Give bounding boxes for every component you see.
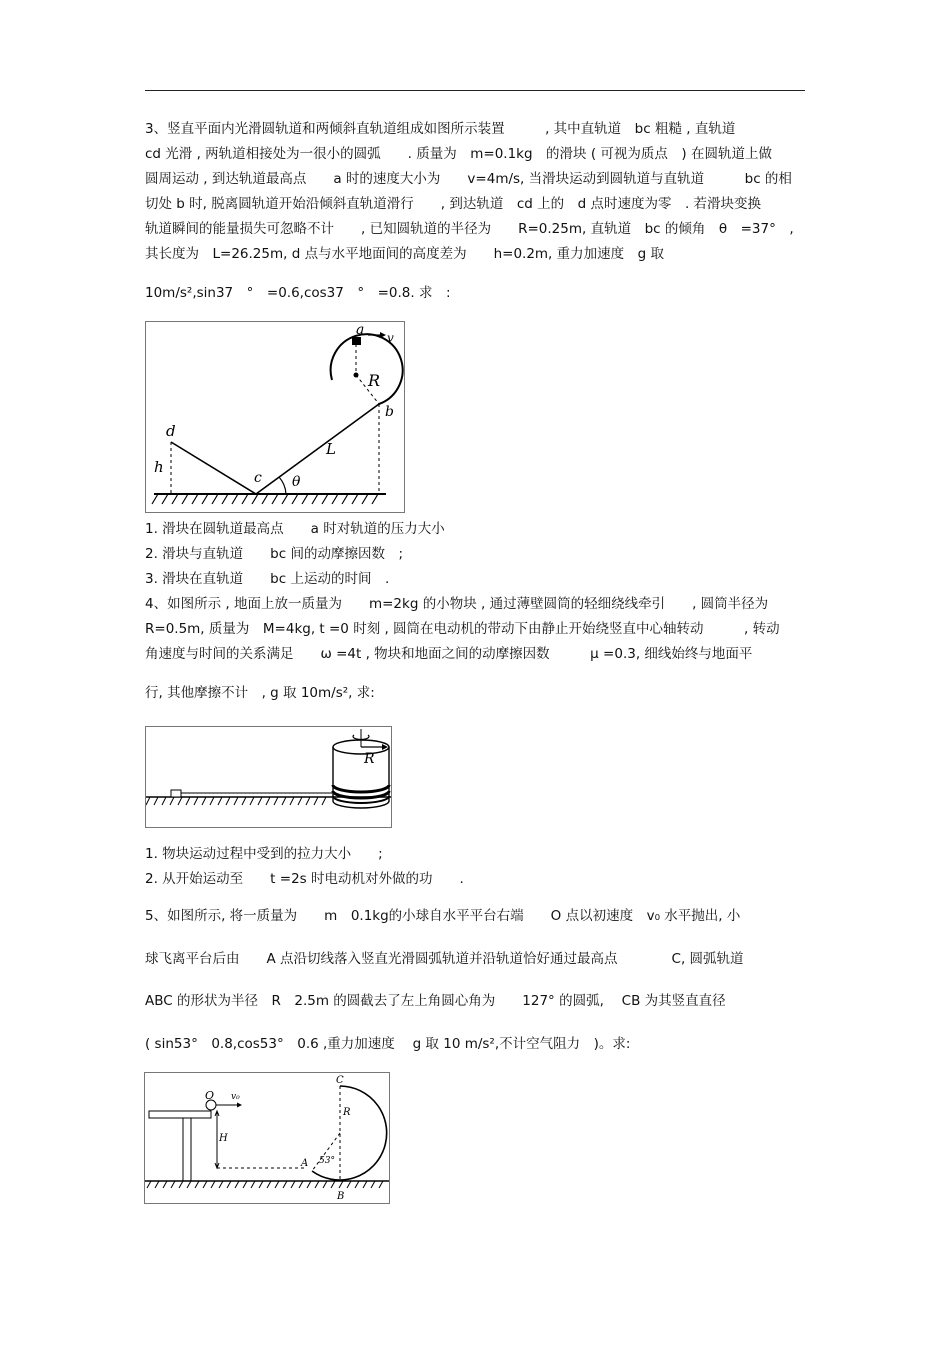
q5-label-R: R [343, 1107, 351, 1118]
header-rule [145, 90, 805, 91]
q3-line-7: 10m/s²,sin37 ° =0.6,cos37 ° =0.8. 求 : [145, 285, 451, 301]
q4-figure [145, 726, 392, 828]
q3-line-1: 3、竖直平面内光滑圆轨道和两倾斜直轨道组成如图所示装置 , 其中直轨道 bc 粗糙 , 直轨道 [145, 121, 736, 137]
q3-question-2: 2. 滑块与直轨道 bc 间的动摩擦因数 ; [145, 546, 404, 562]
q3-label-R: R [368, 371, 381, 390]
q3-label-b: b [385, 404, 394, 420]
q5-line-1: 5、如图所示, 将一质量为 m 0.1kg的小球自水平平台右端 O 点以初速度 v₀ 水平抛出, 小 [145, 908, 741, 924]
q5-line-4: ( sin53° 0.8,cos53° 0.6 ,重力加速度 g 取 10 m/s²,不计空气阻力 )。求: [145, 1036, 631, 1052]
q3-label-v: v [387, 331, 394, 345]
q4-question-1: 1. 物块运动过程中受到的拉力大小 ; [145, 846, 383, 862]
q4-label-R: R [364, 751, 375, 767]
q3-question-3: 3. 滑块在直轨道 bc 上运动的时间 . [145, 571, 390, 587]
q5-label-angle: 53° [319, 1156, 335, 1166]
q5-figure [144, 1072, 390, 1204]
q4-line-1: 4、如图所示 , 地面上放一质量为 m=2kg 的小物块 , 通过薄壁圆筒的轻细绕线牵引 , 圆筒半径为 [145, 596, 769, 612]
q3-label-h: h [154, 458, 164, 476]
q5-label-C: C [336, 1075, 344, 1086]
q3-line-4: 切处 b 时, 脱离圆轨道开始沿倾斜直轨道滑行 , 到达轨道 cd 上的 d 点时速度为零 . 若滑块变换 [145, 196, 762, 212]
q4-line-2: R=0.5m, 质量为 M=4kg, t =0 时刻 , 圆筒在电动机的带动下由静止开始绕竖直中心轴转动 , 转动 [145, 621, 780, 637]
q4-line-3: 角速度与时间的关系满足 ω =4t , 物块和地面之间的动摩擦因数 μ =0.3, 细线始终与地面平 [145, 646, 753, 662]
q3-label-theta: θ [292, 474, 301, 490]
q5-line-3: ABC 的形状为半径 R 2.5m 的圆截去了左上角圆心角为 127° 的圆弧, CB 为其竖直直径 [145, 993, 726, 1009]
q3-label-c: c [254, 470, 262, 486]
q3-label-L: L [326, 440, 336, 458]
q5-label-A: A [301, 1158, 309, 1169]
q3-question-1: 1. 滑块在圆轨道最高点 a 时对轨道的压力大小 [145, 521, 445, 537]
q3-line-3: 圆周运动 , 到达轨道最高点 a 时的速度大小为 v=4m/s, 当滑块运动到圆轨道与直轨道 bc 的相 [145, 171, 792, 187]
q3-line-2: cd 光滑 , 两轨道相接处为一很小的圆弧 . 质量为 m=0.1kg 的滑块 ( 可视为质点 ) 在圆轨道上做 [145, 146, 772, 162]
q5-label-B: B [337, 1191, 345, 1202]
q3-figure [145, 321, 405, 513]
q3-line-6: 其长度为 L=26.25m, d 点与水平地面间的高度差为 h=0.2m, 重力加速度 g 取 [145, 246, 665, 262]
q5-label-O: O [205, 1089, 215, 1102]
q3-label-a: a [356, 322, 365, 338]
q3-label-d: d [166, 422, 176, 440]
q5-label-v0: v₀ [231, 1092, 240, 1102]
q5-label-H: H [219, 1133, 228, 1144]
q3-line-5: 轨道瞬间的能量损失可忽略不计 , 已知圆轨道的半径为 R=0.25m, 直轨道 bc 的倾角 θ =37° , [145, 221, 794, 237]
q4-line-4: 行, 其他摩擦不计 , g 取 10m/s², 求: [145, 685, 375, 701]
q5-line-2: 球飞离平台后由 A 点沿切线落入竖直光滑圆弧轨道并沿轨道恰好通过最高点 C, 圆弧轨道 [145, 951, 744, 967]
q4-question-2: 2. 从开始运动至 t =2s 时电动机对外做的功 . [145, 871, 464, 887]
